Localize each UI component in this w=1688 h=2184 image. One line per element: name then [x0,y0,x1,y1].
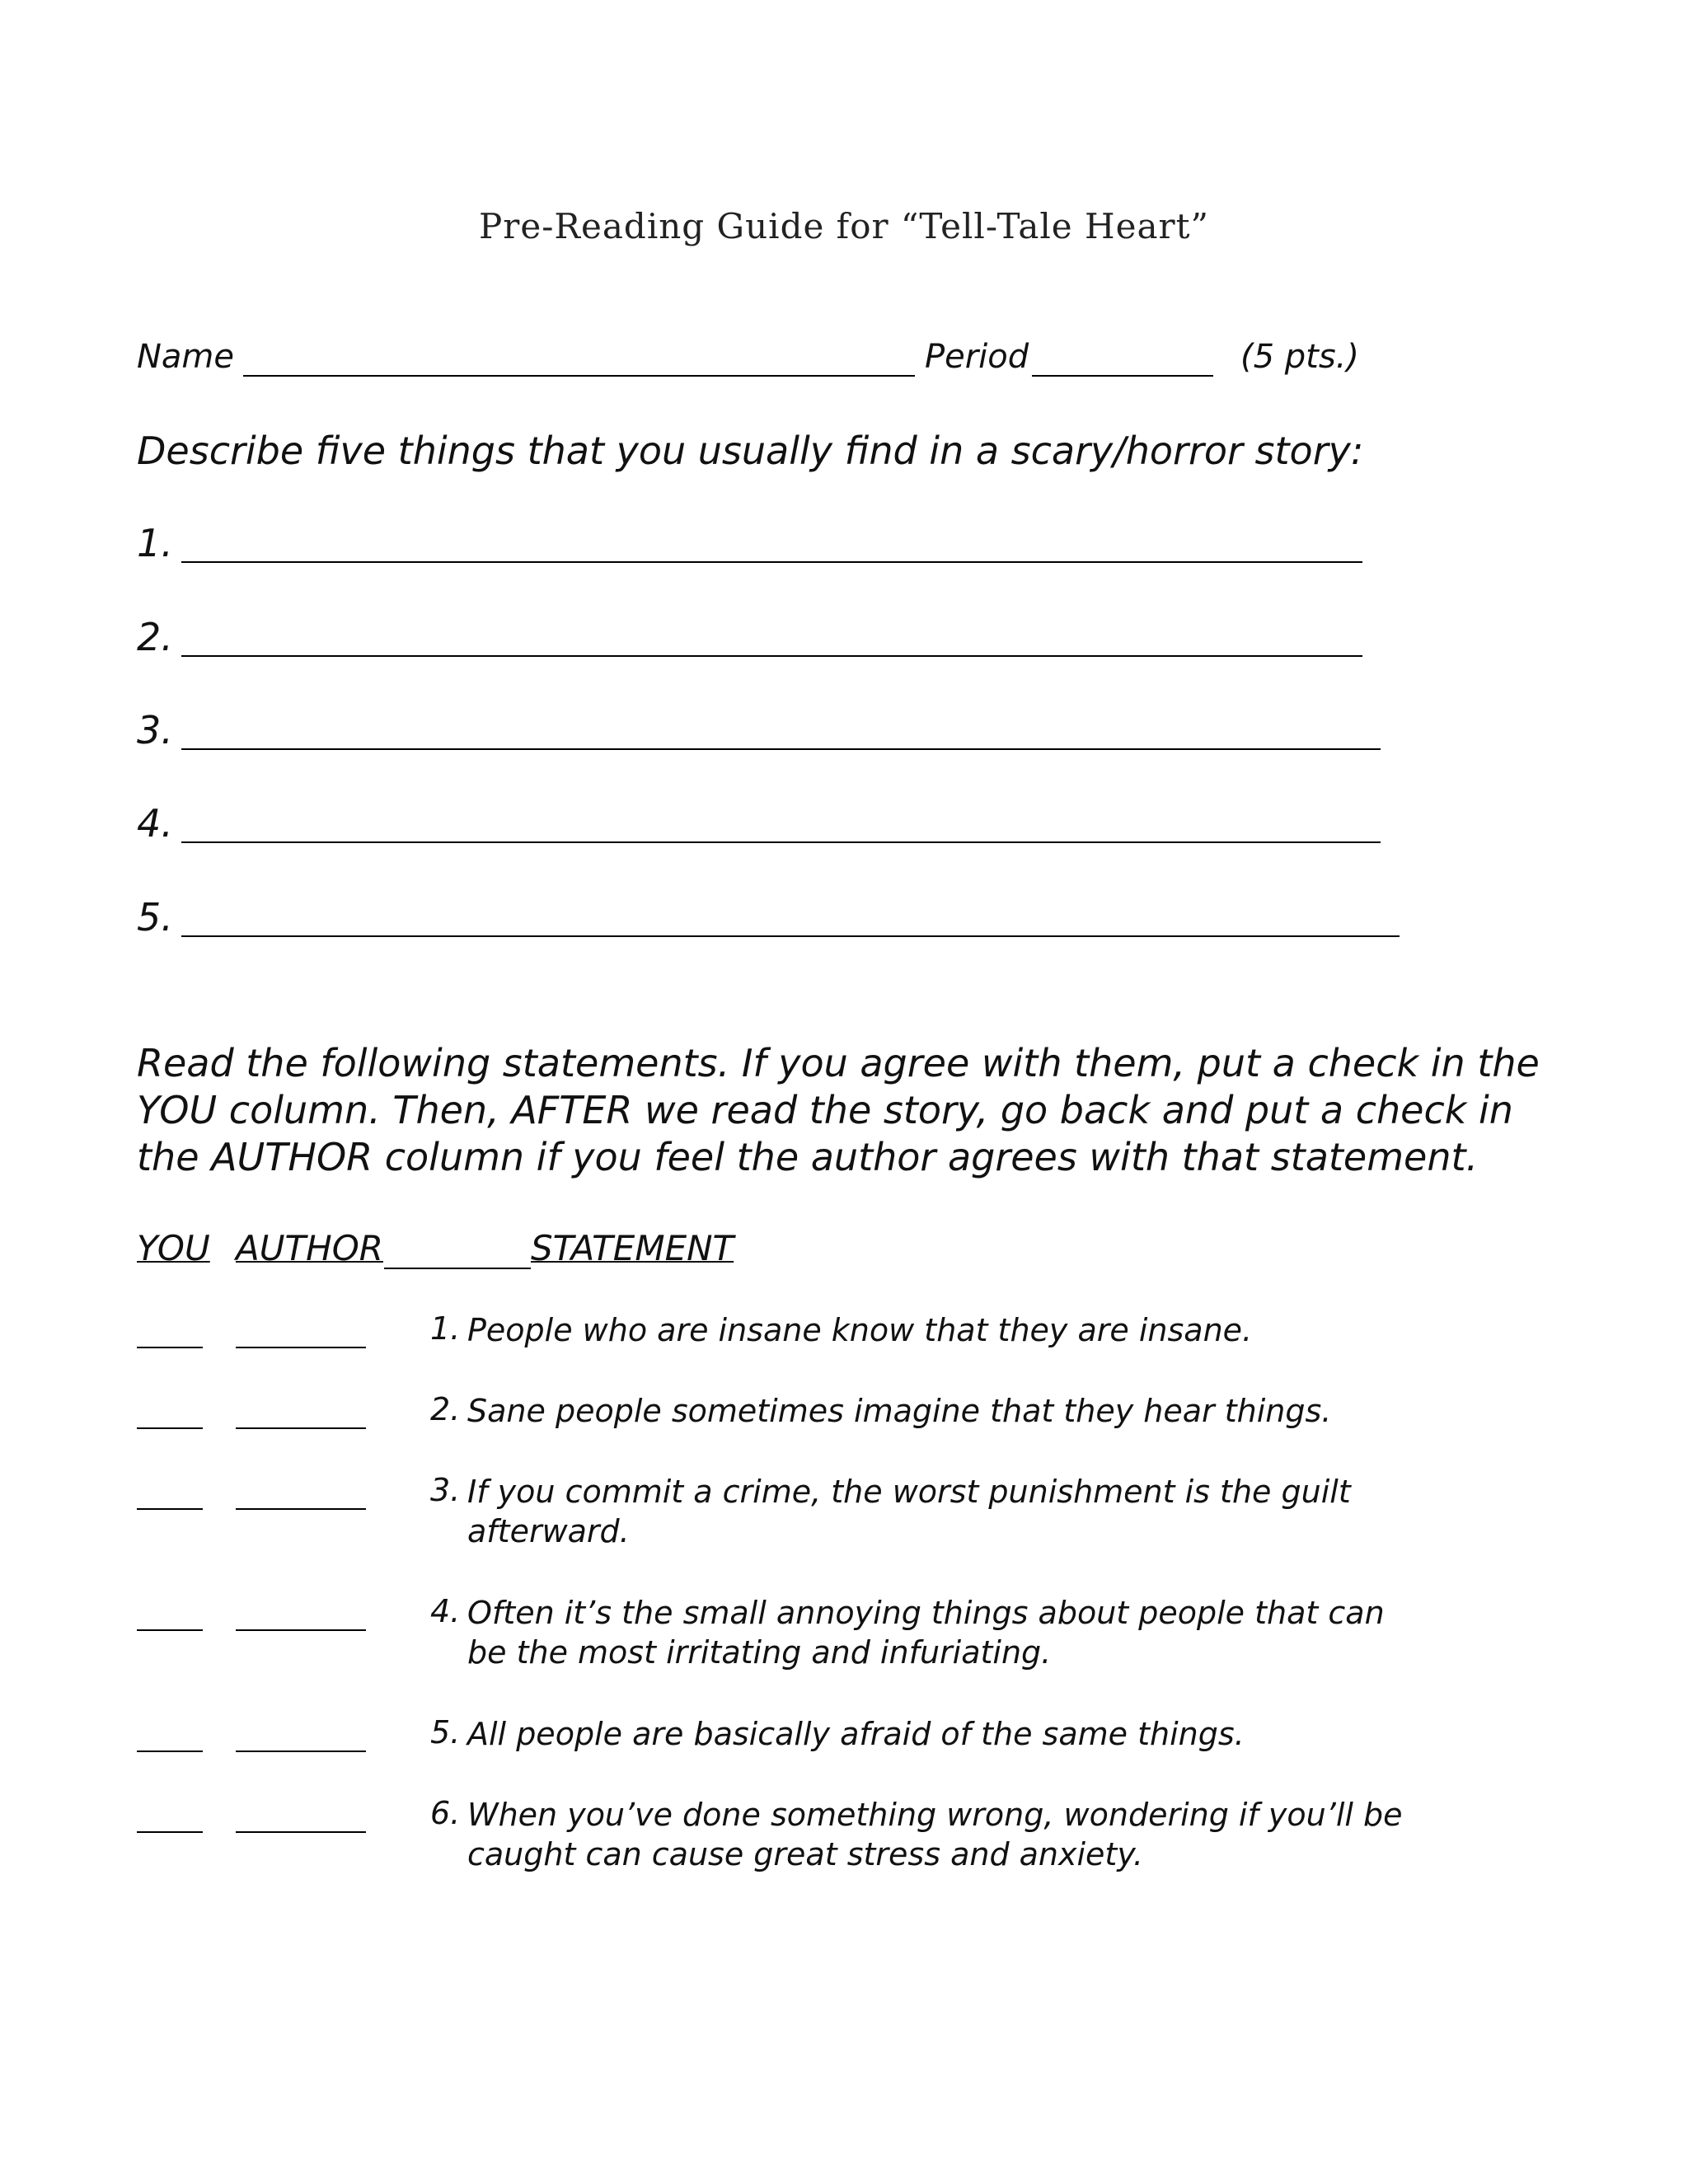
statement-number-5: 5. [430,1714,461,1750]
column-header-underline-gap [384,1268,531,1269]
statement-number-1: 1. [430,1310,461,1347]
column-header-statement: STATEMENT [531,1228,734,1268]
name-label: Name [137,338,235,376]
statement-text-2: Sane people sometimes imagine that they hear things. [467,1393,1332,1429]
statement-text-3: If you commit a crime, the worst punishment is the guilt afterward. [467,1474,1351,1549]
horror-prompt: Describe five things that you usually find in a scary/horror story: [137,429,1364,473]
blank-line-2[interactable] [181,655,1362,657]
author-check-4[interactable] [236,1629,366,1631]
blank-line-4[interactable] [181,841,1381,843]
column-header-author: AUTHOR [236,1228,383,1268]
blank-number-2: 2. [137,615,173,659]
author-check-6[interactable] [236,1831,366,1833]
statement-number-6: 6. [430,1795,461,1831]
you-check-4[interactable] [137,1629,203,1631]
author-check-5[interactable] [236,1750,366,1752]
blank-number-3: 3. [137,708,173,752]
statement-number-3: 3. [430,1472,461,1508]
author-check-3[interactable] [236,1508,366,1510]
statement-text-1: People who are insane know that they are insane. [467,1312,1253,1348]
statement-text-5: All people are basically afraid of the same things. [467,1716,1245,1752]
you-check-1[interactable] [137,1347,203,1348]
author-check-1[interactable] [236,1347,366,1348]
period-field[interactable] [1032,375,1213,377]
page-title: Pre-Reading Guide for “Tell-Tale Heart” [479,206,1209,246]
blank-line-1[interactable] [181,561,1362,563]
you-check-6[interactable] [137,1831,203,1833]
period-label: Period [925,338,1029,376]
instructions-paragraph: Read the following statements. If you agree with them, put a check in the YOU column. Then, AFTER we read the story, go back and put a check in the AUTHOR column if you feel the author agrees with that statement. [137,1041,1540,1179]
name-field[interactable] [243,375,915,377]
blank-line-5[interactable] [181,935,1400,937]
you-check-3[interactable] [137,1508,203,1510]
you-check-2[interactable] [137,1427,203,1429]
author-check-2[interactable] [236,1427,366,1429]
statement-number-4: 4. [430,1593,461,1629]
column-header-you: YOU [137,1228,210,1268]
points-label: (5 pts.) [1240,338,1360,376]
blank-number-5: 5. [137,895,173,940]
statement-number-2: 2. [430,1391,461,1427]
statement-text-4: Often it’s the small annoying things about people that can be the most irritating and infuriating. [467,1595,1385,1671]
blank-line-3[interactable] [181,748,1381,750]
blank-number-1: 1. [137,521,173,565]
blank-number-4: 4. [137,801,173,846]
statement-text-6: When you’ve done something wrong, wondering if you’ll be caught can cause great stress and anxiety. [467,1797,1403,1872]
you-check-5[interactable] [137,1750,203,1752]
